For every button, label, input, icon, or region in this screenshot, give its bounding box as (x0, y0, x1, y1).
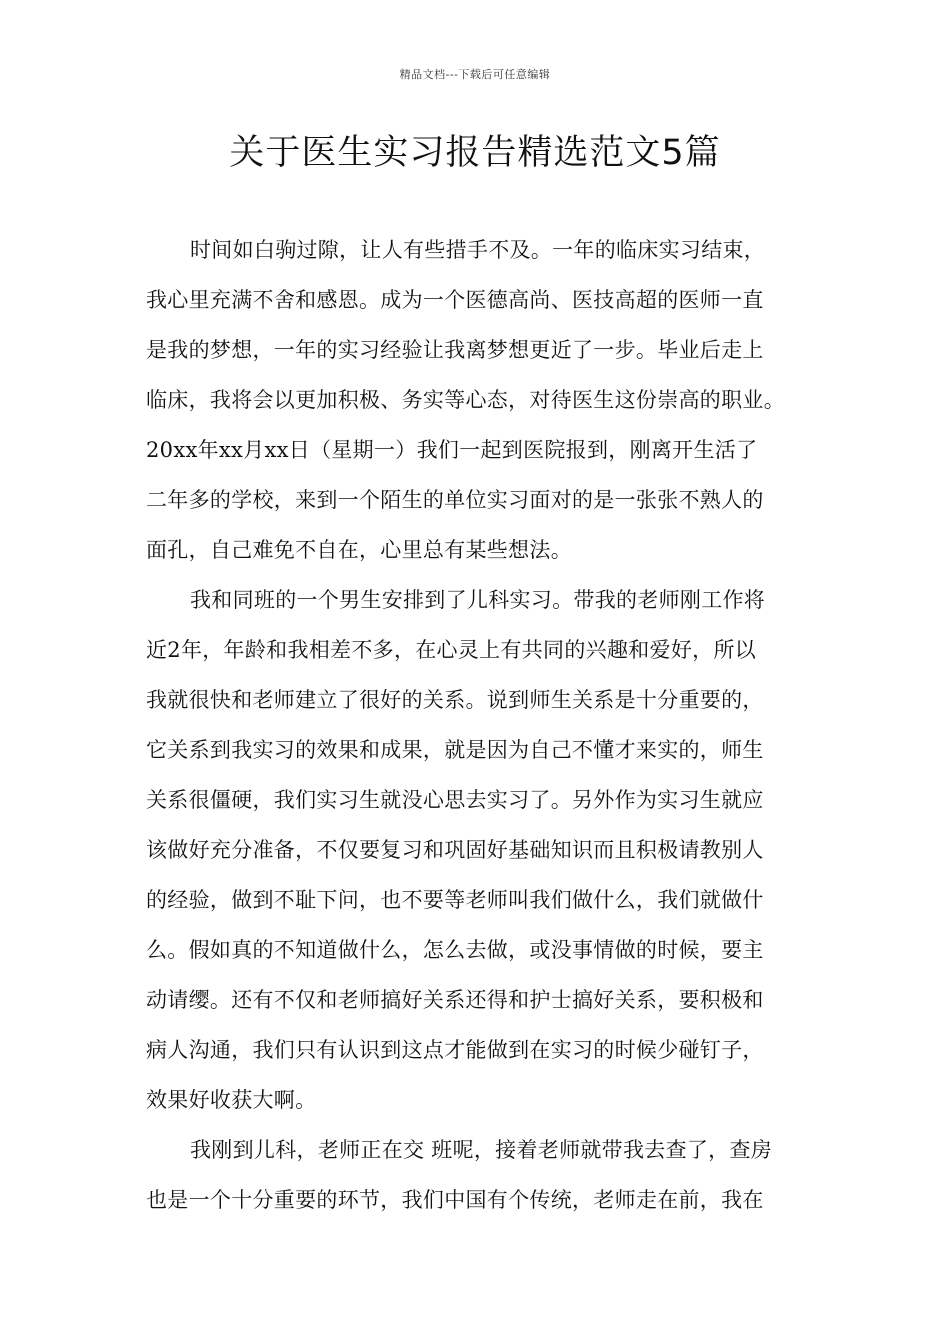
paragraph-line: 效果好收获大啊。 (146, 1088, 317, 1112)
paragraph-line: 20xx年xx月xx日（星期一）我们一起到医院报到，刚离开生活了 (146, 438, 758, 462)
paragraph-line: 我刚到儿科，老师正在交 班呢，接着老师就带我去查了，查房 (190, 1138, 773, 1162)
paragraph-line: 动请缨。还有不仅和老师搞好关系还得和护士搞好关系，要积极和 (146, 988, 764, 1012)
paragraph-line: 关系很僵硬，我们实习生就没心思去实习了。另外作为实习生就应 (146, 788, 764, 812)
document-title: 关于医生实习报告精选范文5篇 (229, 133, 721, 173)
paragraph-line: 临床，我将会以更加积极、务实等心态，对待医生这份崇高的职业。 (146, 388, 785, 412)
paragraph-line: 也是一个十分重要的环节，我们中国有个传统，老师走在前，我在 (146, 1188, 764, 1212)
paragraph-line: 面孔，自己难免不自在，心里总有某些想法。 (146, 538, 572, 562)
paragraph-line: 它关系到我实习的效果和成果，就是因为自己不懂才来实的，师生 (146, 738, 764, 762)
paragraph-line: 我就很快和老师建立了很好的关系。说到师生关系是十分重要的， (146, 688, 764, 712)
paragraph-line: 么。假如真的不知道做什么，怎么去做，或没事情做的时候，要主 (146, 938, 764, 962)
paragraph-line: 我和同班的一个男生安排到了儿科实习。带我的老师刚工作将 (190, 588, 766, 612)
paragraph-line: 近2年，年龄和我相差不多，在心灵上有共同的兴趣和爱好，所以 (146, 638, 757, 662)
paragraph-line: 二年多的学校，来到一个陌生的单位实习面对的是一张张不熟人的 (146, 488, 764, 512)
paragraph-line: 病人沟通，我们只有认识到这点才能做到在实习的时候少碰钉子， (146, 1038, 764, 1062)
document-body (146, 225, 816, 1225)
header-note: 精品文档---下载后可任意编辑 (399, 68, 551, 81)
paragraph-line: 我心里充满不舍和感恩。成为一个医德高尚、医技高超的医师一直 (146, 288, 764, 312)
paragraph-line: 是我的梦想，一年的实习经验让我离梦想更近了一步。毕业后走上 (146, 338, 764, 362)
paragraph-line: 的经验，做到不耻下问，也不要等老师叫我们做什么，我们就做什 (146, 888, 764, 912)
paragraph-line: 该做好充分准备，不仅要复习和巩固好基础知识而且积极请教别人 (146, 838, 764, 862)
paragraph-line: 时间如白驹过隙，让人有些措手不及。一年的临床实习结束， (190, 238, 766, 262)
